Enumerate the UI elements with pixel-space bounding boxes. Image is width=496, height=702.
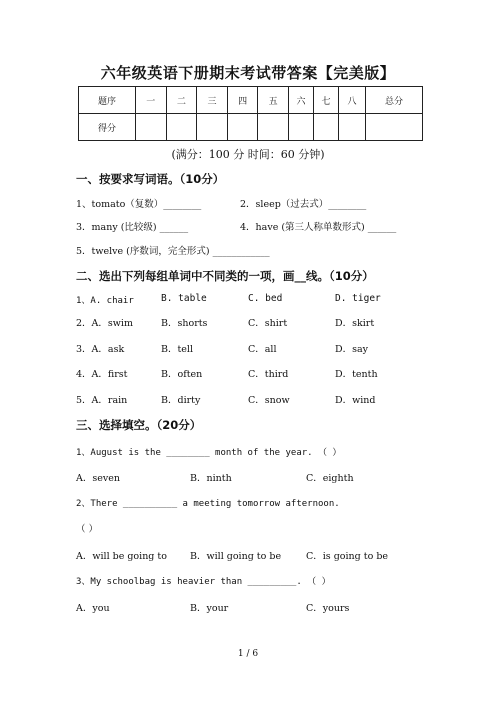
table-cell: 三	[197, 87, 228, 114]
question-line: 3、My schoolbag is heavier than _________. （ ）	[76, 577, 331, 587]
question-line: 1、tomato（复数）________	[76, 199, 202, 210]
score-table-score-row	[79, 114, 423, 141]
option-d: D．wind	[335, 395, 376, 406]
option-b: B. table	[161, 293, 207, 304]
table-cell: 一	[136, 87, 167, 114]
question-line: 4．have (第三人称单数形式) ______	[240, 222, 397, 233]
answer-parenthesis: （ ）	[76, 524, 99, 535]
score-table	[78, 86, 423, 141]
question-line: 5．twelve (序数词，完全形式) ____________	[76, 246, 270, 257]
table-cell: 六	[289, 87, 314, 114]
option-a: A．will be going to	[76, 551, 167, 562]
option-b: B．often	[161, 369, 203, 380]
question-line: 1、August is the ________ month of the year. （ ）	[76, 448, 342, 458]
option-b: B．your	[190, 603, 229, 614]
table-cell: 题序	[79, 87, 136, 114]
option-d: D．tenth	[335, 369, 378, 380]
page-title: 六年级英语下册期末考试带答案【完美版】	[100, 64, 396, 82]
option-a: 2．A．swim	[76, 318, 133, 329]
option-b: B．shorts	[161, 318, 208, 329]
table-cell: 七	[314, 87, 339, 114]
score-blank-cell[interactable]	[314, 114, 339, 141]
option-a: 4．A．first	[76, 369, 128, 380]
section-heading: 三、选择填空。（20分）	[76, 418, 202, 432]
option-a: 1、A. chair	[76, 296, 134, 306]
option-c: C．shirt	[248, 318, 288, 329]
question-line: 2．sleep（过去式）________	[240, 199, 367, 210]
option-c: C．yours	[306, 603, 350, 614]
score-blank-cell[interactable]	[258, 114, 289, 141]
option-c: C．eighth	[306, 473, 354, 484]
question-line: 3．many (比较级) ______	[76, 222, 189, 233]
exam-info: (满分：100 分 时间：60 分钟)	[171, 148, 325, 161]
score-blank-cell[interactable]	[227, 114, 258, 141]
table-cell: 八	[339, 87, 366, 114]
section-heading: 二、选出下列每组单词中不同类的一项，画__线。（10分）	[76, 269, 374, 283]
option-c: C．is going to be	[306, 551, 389, 562]
page-number: 1 / 6	[237, 649, 259, 659]
table-cell: 总分	[366, 87, 423, 114]
option-d: D．say	[335, 344, 369, 355]
option-c: C．third	[248, 369, 289, 380]
score-blank-cell[interactable]	[289, 114, 314, 141]
question-line: 2、There __________ a meeting tomorrow afternoon.	[76, 499, 340, 509]
option-b: B．ninth	[190, 473, 232, 484]
option-a: A．you	[76, 603, 110, 614]
option-b: B．dirty	[161, 395, 201, 406]
table-cell: 得分	[79, 114, 136, 141]
option-a: 5．A．rain	[76, 395, 128, 406]
score-blank-cell[interactable]	[166, 114, 197, 141]
score-blank-cell[interactable]	[339, 114, 366, 141]
score-blank-cell[interactable]	[366, 114, 423, 141]
option-c: C．all	[248, 344, 277, 355]
table-cell: 二	[166, 87, 197, 114]
section-heading: 一、按要求写词语。（10分）	[76, 172, 225, 186]
table-cell: 四	[227, 87, 258, 114]
option-a: 3．A．ask	[76, 344, 125, 355]
score-blank-cell[interactable]	[197, 114, 228, 141]
table-cell: 五	[258, 87, 289, 114]
option-c: C. bed	[248, 293, 283, 304]
option-c: C．snow	[248, 395, 290, 406]
option-b: B．will going to be	[190, 551, 282, 562]
score-table-header-row	[79, 87, 423, 114]
option-d: D. tiger	[335, 293, 381, 304]
option-b: B．tell	[161, 344, 193, 355]
score-blank-cell[interactable]	[136, 114, 167, 141]
option-a: A．seven	[76, 473, 120, 484]
option-d: D．skirt	[335, 318, 375, 329]
